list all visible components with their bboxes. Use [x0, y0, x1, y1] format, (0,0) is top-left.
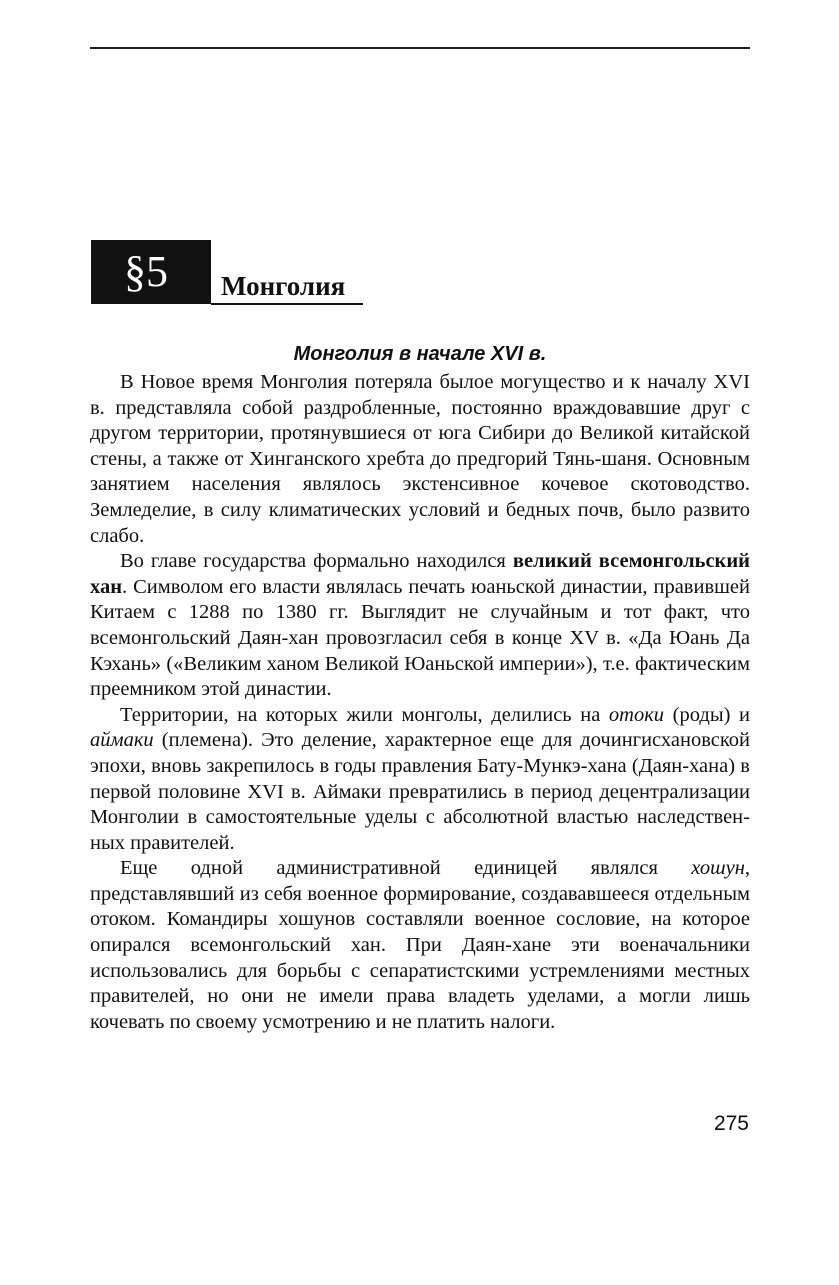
page-number: 275 [713, 1112, 749, 1135]
term-aimaki: аймаки [90, 729, 154, 752]
top-rule [90, 47, 750, 49]
section-title-underline [211, 303, 363, 305]
section-number-badge: §5 [91, 240, 211, 304]
paragraph-2: Во главе государства формально находился великий всемонгольский хан. Символом его власти являлась печать юаньской династии, правившей Китаем с 1288 по 1380 гг. Выглядит не случайным и тот факт, что всемонгольский Даян-хан провозгласил себя в конце XV в. «Да Юань Да Кэхань» («Великим ханом Великой Юаньской империи»), т.е. фактическим преемником этой династии. [90, 550, 750, 701]
paragraph-4: Еще одной административной единицей являлся хошун, представлявший из себя военное формирование, создававшееся отдельным отоком. Командиры хошунов составляли военное сословие, на которое опирался всемонгольский хан. При Даян-хане эти военачальники использовались для борьбы с сепаратистскими устремлениями местных правителей, но они не имели права владеть уделами, а могли лишь кочевать по своему усмотрению и не платить налоги. [90, 857, 750, 1033]
paragraph-1: В Новое время Монголия потеряла былое могущество и к началу XVI в. представляла собой раздробленные, постоянно враждовавшие друг с другом территории, протянувшиеся от юга Сибири до Великой китайской стены, а также от Хинганского хребта до предгорий Тянь-шаня. Основным занятием населения являлось экстенсивное кочевое скотоводство. Земледелие, в силу климатических условий и бедных почв, было развито слабо. [90, 371, 750, 547]
paragraph-3: Территории, на которых жили монголы, делились на отоки (роды) и аймаки (племена). Это деление, характерное еще для дочингисхановской эпохи, вновь закрепилось в годы правления Бату-Мункэ-хана (Даян-хана) в первой половине XVI в. Аймаки превратились в период децентрализации Монголии в самостоятельные уделы с абсолютной властью наследственных правителей. [90, 703, 750, 854]
subheading: Монголия в начале XVI в. [293, 343, 547, 365]
term-khoshun: хошун [691, 857, 745, 880]
section-title: Монголия [221, 271, 346, 301]
term-otoki: отоки [608, 703, 665, 726]
term-great-khan: великий всемонгольский хан [90, 550, 750, 598]
body-text [90, 370, 750, 1035]
